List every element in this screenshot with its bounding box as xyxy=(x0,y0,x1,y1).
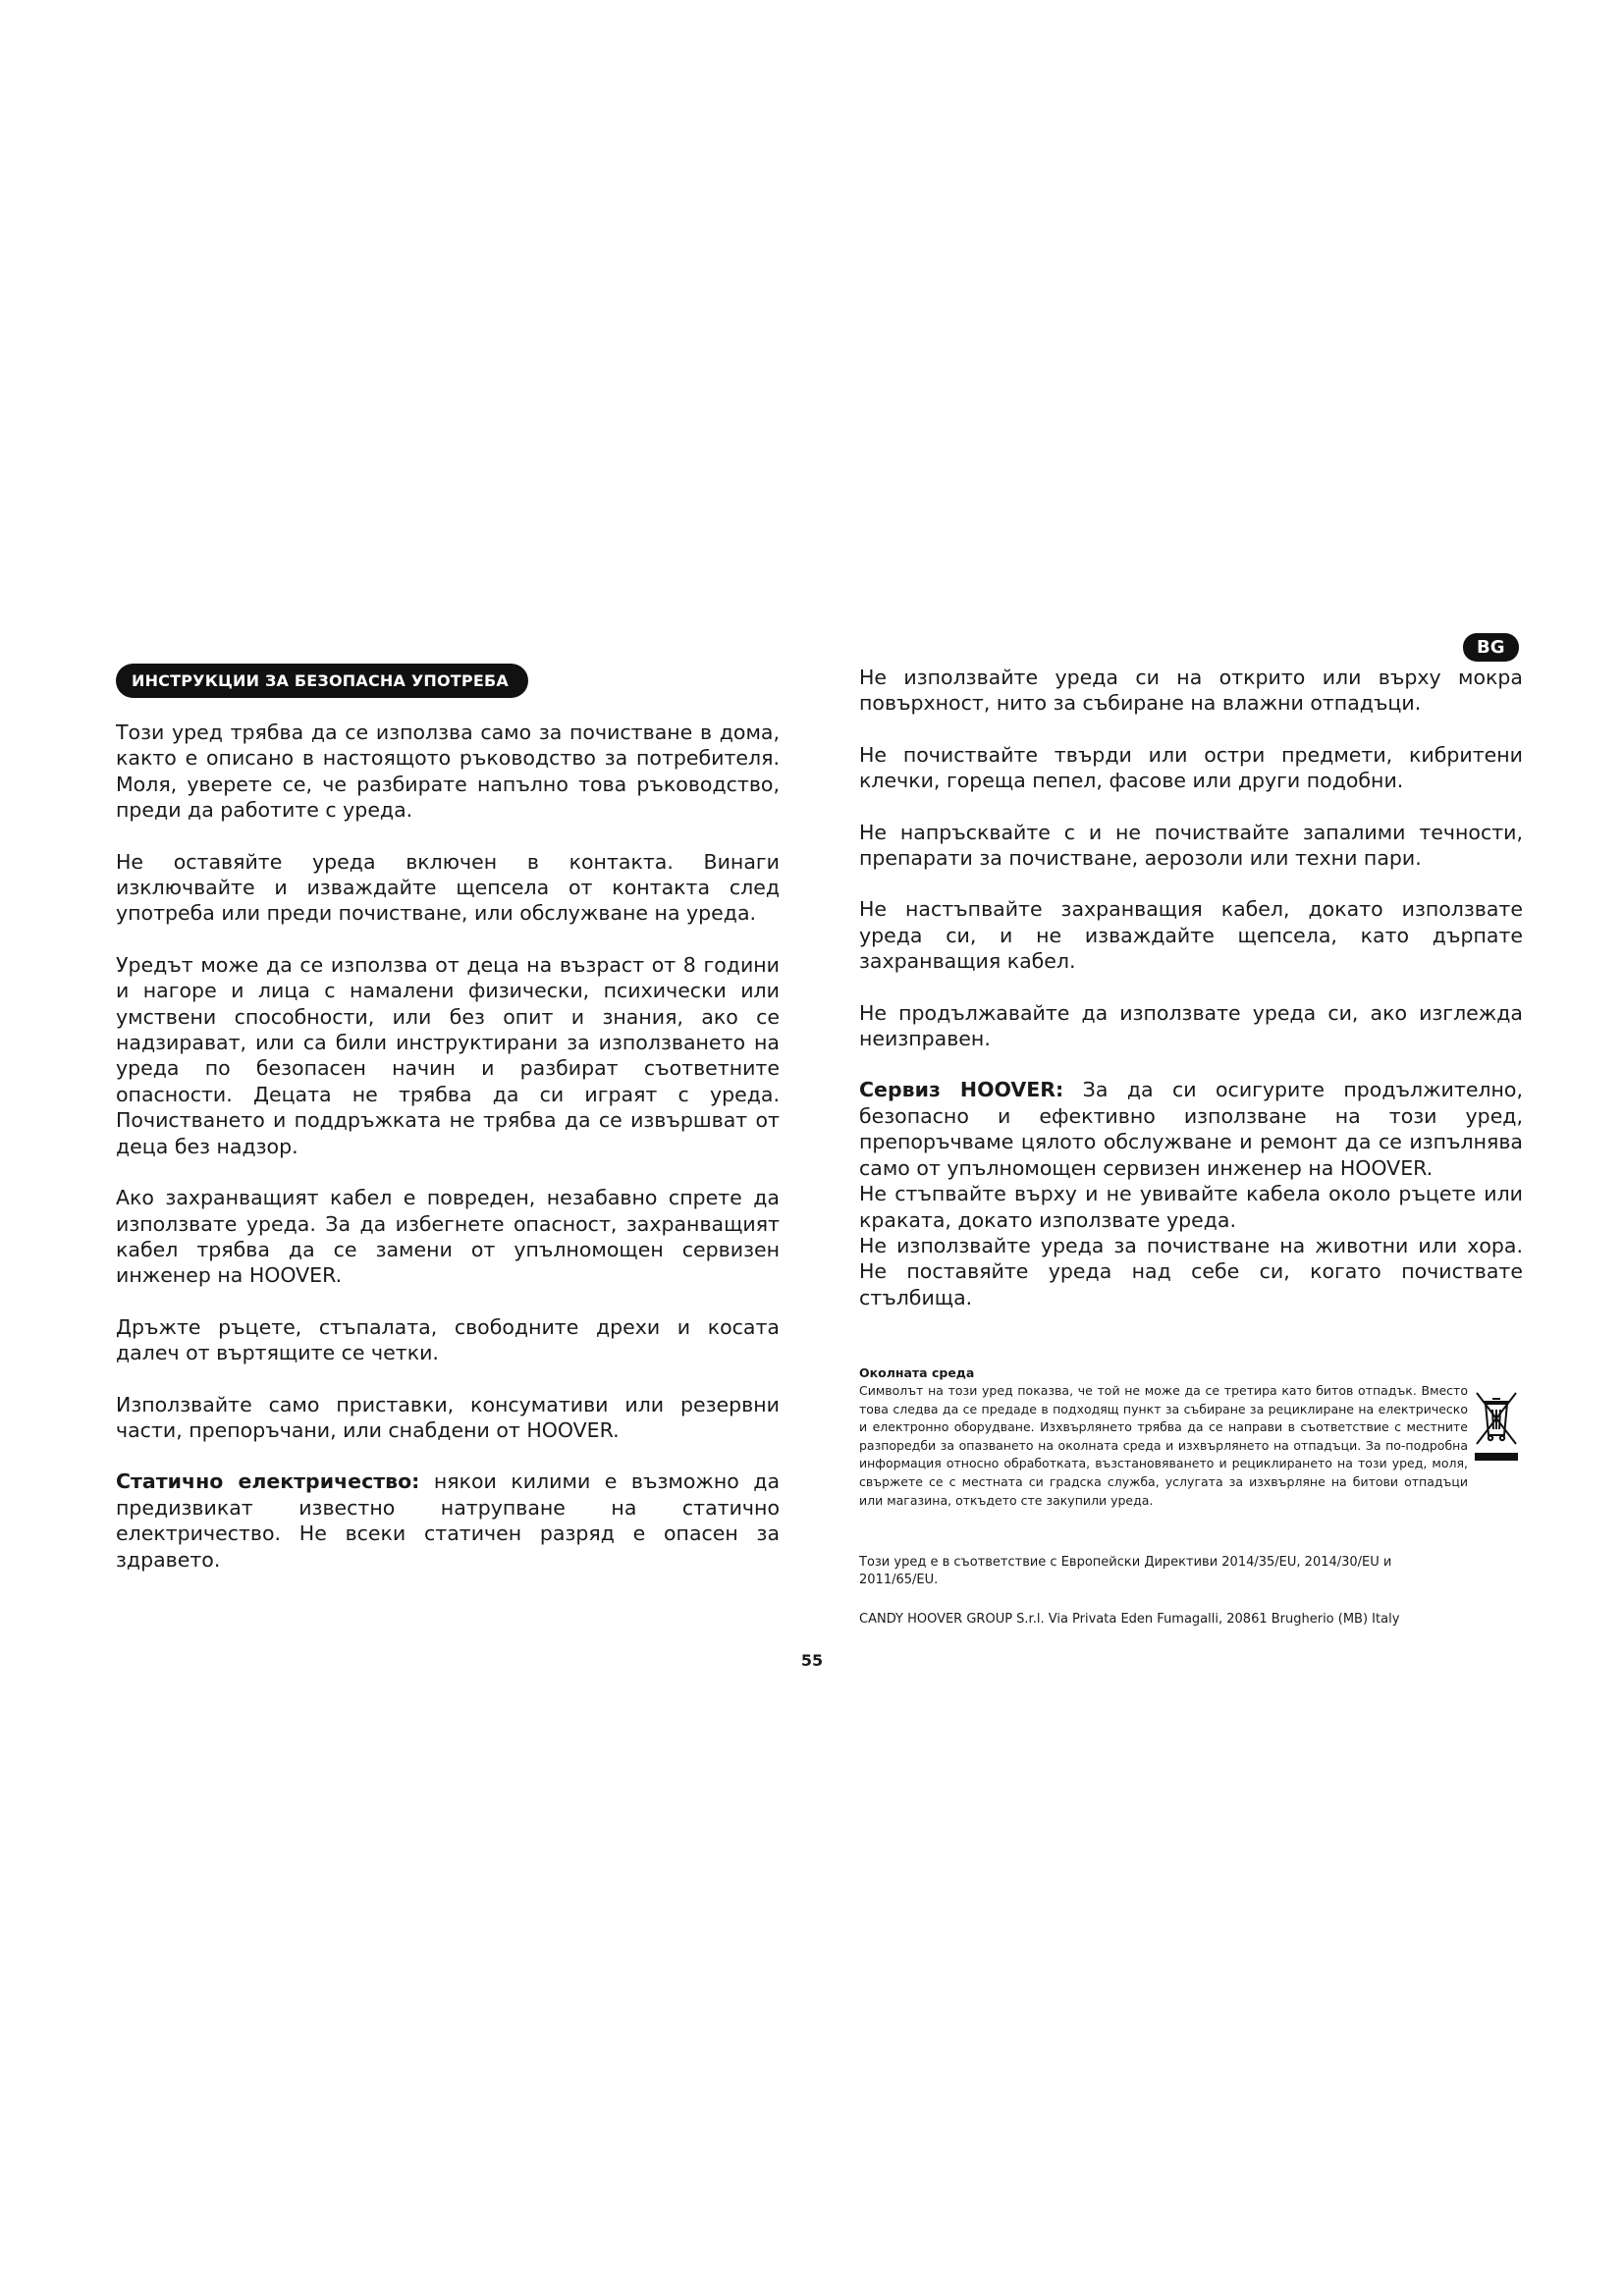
service-animals-line: Не използвайте уреда за почистване на животни или хора. Не поставяйте уреда над себе си, когато почиствате стълбища. xyxy=(859,1233,1523,1309)
environment-section xyxy=(859,1365,1519,1510)
company-address: CANDY HOOVER GROUP S.r.l. Via Privata Eden Fumagalli, 20861 Brugherio (MB) Italy xyxy=(859,1612,1400,1627)
right-column xyxy=(859,665,1523,1336)
paragraph-step-cable: Не настъпвайте захранващия кабел, докато използвате уреда си, и не изваждайте щепсела, като дърпате захранващия кабел. xyxy=(859,897,1523,974)
paragraph-unplug: Не оставяйте уреда включен в контакта. Винаги изключвайте и изваждайте щепсела от контакта след употреба или преди почистване, или обслужване на уреда. xyxy=(116,849,780,926)
service-label: Сервиз HOOVER: xyxy=(859,1078,1064,1102)
paragraph-faulty: Не продължавайте да използвате уреда си, ако изглежда неизправен. xyxy=(859,1000,1523,1051)
crossed-bin-icon xyxy=(1474,1390,1519,1463)
environment-body xyxy=(859,1382,1519,1510)
static-text: някои килими е възможно да предизвикат известно натрупване на статично електричество. Не всеки статичен разряд е опасен за здравето. xyxy=(116,1469,781,1572)
static-label: Статично електричество: xyxy=(116,1469,420,1494)
paragraph-sharp-objects: Не почиствайте твърди или остри предмети, кибритени клечки, гореща пепел, фасове или други подобни. xyxy=(859,742,1523,793)
paragraph-accessories: Използвайте само приставки, консумативи или резервни части, препоръчани, или снабдени от HOOVER. xyxy=(116,1392,780,1442)
page-number: 55 xyxy=(800,1651,824,1670)
environment-title: Околната среда xyxy=(859,1365,975,1380)
section-heading: ИНСТРУКЦИИ ЗА БЕЗОПАСНА УПОТРЕБА xyxy=(116,664,528,698)
language-badge: BG xyxy=(1463,633,1519,662)
service-block xyxy=(859,1077,1523,1310)
environment-text: Символът на този уред показва, че той не може да се третира като битов отпадък. Вместо това следва да се предаде в подходящ пункт за събиране за рециклиране на електрическо и електронно оборудване. Изхвърлянето трябва да се направи в съответствие с местните разпоредби за опазването на околната среда и изхвърлянето на отпадъци. За по-подробна информация относно обработката, възстановяването и рециклирането на този уред, моля, свържете се с местната си градска служба, услугата за изхвърляне на битови отпадъци или магазина, откъдето сте закупили уреда. xyxy=(859,1383,1468,1508)
service-cable-line: Не стъпвайте върху и не увивайте кабела около ръцете или краката, докато използвате уреда. xyxy=(859,1182,1523,1232)
paragraph-flammable: Не напръсквайте с и не почиствайте запалими течности, препарати за почистване, аерозоли или техни пари. xyxy=(859,820,1523,871)
directive-compliance: Този уред е в съответствие с Европейски Директиви 2014/35/EU, 2014/30/EU и 2011/65/EU. xyxy=(859,1555,1392,1587)
paragraph-children: Уредът може да се използва от деца на възраст от 8 години и нагоре и лица с намалени физически, психически или умствени способности, или без опит и знания, ако се надзирават, или са били инструктирани за използването на уреда по безопасен начин и разбират съответните опасности. Децата не трябва да си играят с уреда. Почистването и поддръжката не трябва да се извършват от деца без надзор. xyxy=(116,952,780,1158)
paragraph-outdoor: Не използвайте уреда си на открито или върху мокра повърхност, нито за събиране на влажни отпадъци. xyxy=(859,666,1523,716)
service-paragraph xyxy=(859,1077,1523,1181)
paragraph-cable: Ако захранващият кабел е повреден, незабавно спрете да използвате уреда. За да избегнете опасност, захранващият кабел трябва да се замени от упълномощен сервизен инженер на HOOVER. xyxy=(116,1186,780,1288)
service-text: За да си осигурите продължително, безопасно и ефективно използване на този уред, препоръчваме цялото обслужване и ремонт да се изпълнява само от упълномощен сервизен инженер на HOOVER. xyxy=(859,1078,1523,1180)
paragraph-brushes: Дръжте ръцете, стъпалата, свободните дрехи и косата далеч от въртящите се четки. xyxy=(116,1314,780,1365)
paragraph-static xyxy=(116,1468,780,1573)
left-column xyxy=(116,664,780,1598)
paragraph-usage: Този уред трябва да се използва само за почистване в дома, както е описано в настоящото ръководство за потребителя. Моля, уверете се, че разбирате напълно това ръководство, преди да работите с уреда. xyxy=(116,721,780,823)
